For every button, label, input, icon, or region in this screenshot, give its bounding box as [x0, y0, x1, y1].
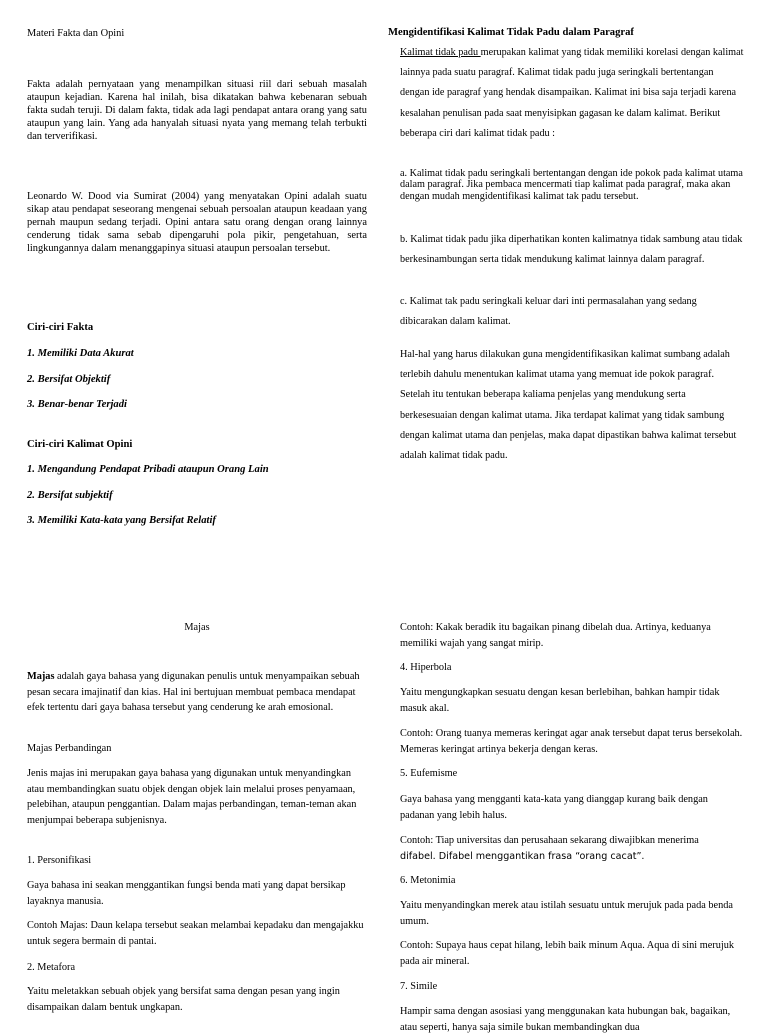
- closing-paragraph: Hal-hal yang harus dilakukan guna mengidentifikasikan kalimat sumbang adalah terlebih dahulu menentukan kalimat utama yang memuat ide pokok paragraf. Setelah itu tentukan beberapa kaliama penjelas yang mendukung serta berkesesuaian dengan kalimat utama. Jika terdapat kalimat yang tidak sambung dengan kalimat utama dan penjelas, maka dapat dipastikan bahwa kalimat tersebut adalah kalimat tidak padu.: [400, 349, 737, 462]
- point-c: c. Kalimat tak padu seringkali keluar dari inti permasalahan yang sedang dibicarakan dalam kalimat.: [400, 296, 697, 328]
- metafora-definition: Yaitu meletakkan sebuah objek yang bersifat sama dengan pesan yang ingin disampaikan dalam bentuk ungkapan.: [27, 986, 340, 1013]
- personifikasi-example: Contoh Majas: Daun kelapa tersebut seakan melambai kepadaku dan mengajakku untuk segera bermain di pantai.: [27, 920, 364, 947]
- eufemisme-heading: 5. Eufemisme: [400, 768, 458, 779]
- simile-definition: Hampir sama dengan asosiasi yang menggunakan kata hubungan bak, bagaikan, atau seperti, hanya saja simile bukan membandingkan dua: [400, 1006, 731, 1033]
- intro-paragraph: Kalimat tidak padu merupakan kalimat yang tidak memiliki korelasi dengan kalimat lainnya pada suatu paragraf. Kalimat tidak padu juga seringkali bertentangan dengan ide paragraf yang hendak disampaikan. Kalimat ini bisa saja terjadi karena kesalahan penulisan pada saat menyisipkan gagasan ke dalam kalimat. Berikut beberapa ciri dari kalimat tidak padu :: [400, 47, 744, 139]
- personifikasi-definition: Gaya bahasa ini seakan menggantikan fungsi benda mati yang dapat bersikap layaknya manusia.: [27, 880, 346, 907]
- metonimia-definition: Yaitu menyandingkan merek atau istilah sesuatu untuk merujuk pada pada benda umum.: [400, 900, 733, 927]
- section-title: Mengidentifikasi Kalimat Tidak Padu dalam Paragraf: [388, 27, 634, 38]
- ciri-opini-item: 3. Memiliki Kata-kata yang Bersifat Relatif: [27, 515, 216, 526]
- majas-title: Majas: [184, 622, 210, 633]
- metonimia-example: Contoh: Supaya haus cepat hilang, lebih baik minum Aqua. Aqua di sini merujuk pada air mineral.: [400, 940, 735, 967]
- metonimia-heading: 6. Metonimia: [400, 875, 456, 886]
- metafora-example: Contoh: Kakak beradik itu bagaikan pinang dibelah dua. Artinya, keduanya memiliki wajah yang sangat mirip.: [400, 622, 711, 649]
- ciri-fakta-item: 3. Benar-benar Terjadi: [27, 399, 127, 410]
- metafora-heading: 2. Metafora: [27, 962, 76, 973]
- ciri-fakta-item: 2. Bersifat Objektif: [27, 374, 111, 385]
- ciri-opini-heading: Ciri-ciri Kalimat Opini: [27, 439, 133, 450]
- hiperbola-definition: Yaitu mengungkapkan sesuatu dengan kesan berlebihan, bahkan hampir tidak masuk akal.: [400, 687, 720, 714]
- eufemisme-example: Contoh: Tiap universitas dan perusahaan sekarang diwajibkan menerima: [400, 835, 699, 846]
- fakta-paragraph: Fakta adalah pernyataan yang menampilkan situasi riil dari sebuah masalah ataupun kejadian. Karena hal inilah, bisa dikatakan bahwa kebenaran sebuah fakta sudah teruji. Di dalam fakta, tidak ada lagi pendapat antara orang yang satu ataupun yang lain. Yang ada hanyalah situasi nyata yang memang telah terbukti dan terverifikasi.: [27, 79, 367, 142]
- majas-definition: Majas adalah gaya bahasa yang digunakan penulis untuk menyampaikan sebuah pesan secara imajinatif dan kias. Hal ini bertujuan membuat pembaca mendapat efek tertentu dari gaya bahasa tersebut yang cenderung ke arah emosional.: [27, 671, 360, 714]
- opini-paragraph: Leonardo W. Dood via Sumirat (2004) yang menyatakan Opini adalah suatu sikap atau pendapat seseorang mengenai sebuah persoalan ataupun keadaan yang pernah maupun sedang terjadi. Opini antara satu orang dengan orang lainnya cenderung tidak sama sebab dipengaruhi pola pikir, pengetahuan, serta lingkungannya dalam menanggapinya situasi ataupun persoalan tersebut.: [27, 191, 367, 254]
- bottom-page: [0, 600, 768, 1033]
- perbandingan-paragraph: Jenis majas ini merupakan gaya bahasa yang digunakan untuk menyandingkan atau membandingkan suatu objek dengan objek lain melalui proses penyamaan, pelebihan, ataupun penggantian. Dalam majas perbandingan, teman-teman akan menjumpai beberapa subjenisnya.: [27, 768, 357, 826]
- ciri-fakta-item: 1. Memiliki Data Akurat: [27, 348, 134, 359]
- eufemisme-definition: Gaya bahasa yang mengganti kata-kata yang dianggap kurang baik dengan padanan yang lebih halus.: [400, 794, 708, 821]
- point-b: b. Kalimat tidak padu jika diperhatikan konten kalimatnya tidak sambung atau tidak berkesinambungan serta tidak mendukung kalimat lainnya dalam paragraf.: [400, 234, 743, 266]
- hiperbola-example: Contoh: Orang tuanya memeras keringat agar anak tersebut dapat terus bersekolah. Memeras keringat artinya bekerja dengan keras.: [400, 728, 743, 755]
- simile-heading: 7. Simile: [400, 981, 438, 992]
- majas-term: Majas: [27, 671, 55, 682]
- ciri-opini-item: 2. Bersifat subjektif: [27, 490, 113, 501]
- perbandingan-heading: Majas Perbandingan: [27, 743, 112, 754]
- defined-term: Kalimat tidak padu: [400, 47, 481, 58]
- hiperbola-heading: 4. Hiperbola: [400, 662, 452, 673]
- ciri-opini-item: 1. Mengandung Pendapat Pribadi ataupun Orang Lain: [27, 464, 269, 475]
- point-a: a. Kalimat tidak padu seringkali bertentangan dengan ide pokok pada kalimat utama dalam paragraf. Jika pembaca mencermati tiap kalimat pada paragraf, maka akan dengan mudah mengidentifikasi kalimat tak padu tersebut.: [400, 168, 743, 202]
- eufemisme-example-continued: difabel. Difabel menggantikan frasa “orang cacat”.: [400, 851, 645, 862]
- page-title: Materi Fakta dan Opini: [27, 28, 125, 39]
- personifikasi-heading: 1. Personifikasi: [27, 855, 92, 866]
- ciri-fakta-heading: Ciri-ciri Fakta: [27, 322, 94, 333]
